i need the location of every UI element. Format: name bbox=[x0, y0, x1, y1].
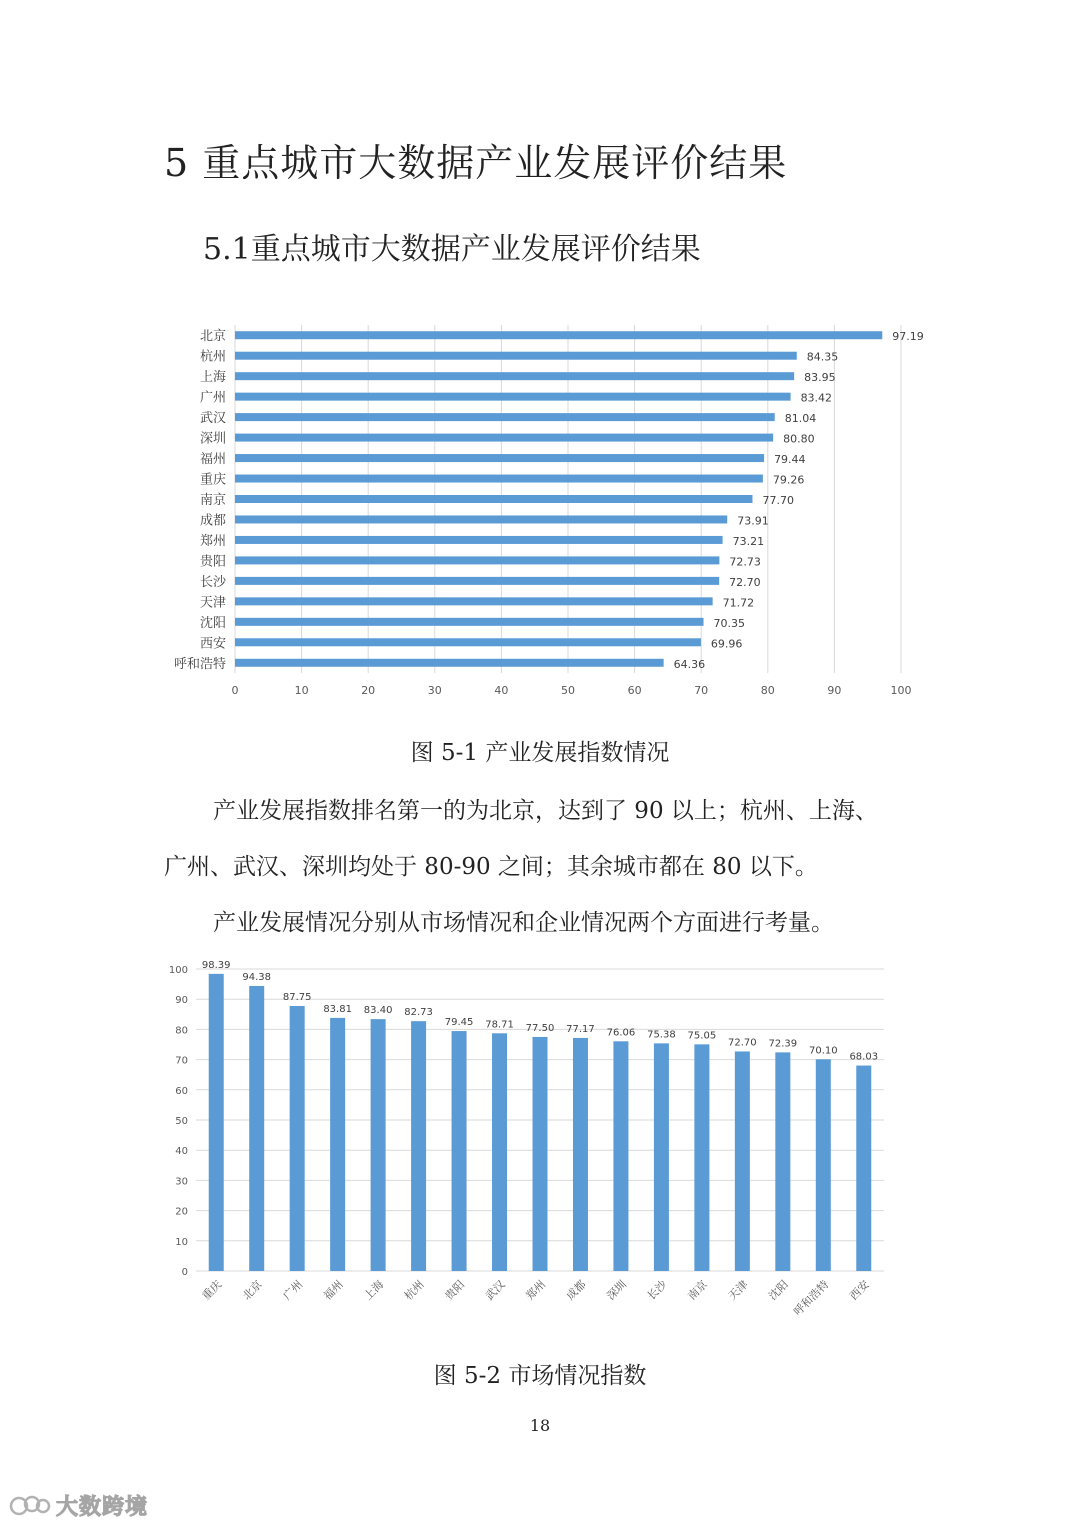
category-label: 西安 bbox=[847, 1277, 872, 1303]
category-label: 长沙 bbox=[644, 1277, 670, 1303]
bar bbox=[235, 515, 727, 523]
data-label: 77.50 bbox=[525, 1022, 555, 1034]
category-label: 杭州 bbox=[199, 349, 226, 365]
category-label: 深圳 bbox=[199, 431, 226, 447]
data-label: 75.05 bbox=[687, 1030, 717, 1042]
y-tick-label: 90 bbox=[175, 995, 188, 1007]
category-label: 成都 bbox=[199, 513, 226, 529]
category-label: 西安 bbox=[199, 636, 226, 652]
data-label: 78.71 bbox=[485, 1019, 514, 1031]
y-tick-label: 50 bbox=[175, 1116, 188, 1127]
data-label: 94.38 bbox=[242, 971, 272, 983]
data-label: 73.91 bbox=[737, 514, 769, 528]
bar bbox=[330, 1018, 345, 1271]
y-tick-label: 20 bbox=[175, 1206, 188, 1218]
page-number: 18 bbox=[529, 1416, 551, 1435]
category-label: 南京 bbox=[199, 493, 226, 508]
subsection-heading: 5.1重点城市大数据产业发展评价结果 bbox=[203, 232, 701, 267]
data-label: 75.38 bbox=[647, 1029, 676, 1041]
bar bbox=[533, 1037, 548, 1271]
data-label: 72.70 bbox=[729, 575, 761, 589]
bar bbox=[654, 1043, 669, 1271]
x-tick-label: 80 bbox=[760, 684, 775, 697]
bar bbox=[235, 495, 752, 503]
data-label: 79.44 bbox=[774, 453, 806, 467]
x-tick-label: 60 bbox=[627, 684, 642, 697]
market-index-chart bbox=[0, 950, 1080, 1350]
bar bbox=[816, 1059, 831, 1271]
category-label: 武汉 bbox=[482, 1277, 508, 1303]
data-label: 81.04 bbox=[784, 412, 817, 426]
bar bbox=[371, 1019, 386, 1271]
category-label: 沈阳 bbox=[199, 615, 226, 631]
watermark-text: 大数跨境 bbox=[56, 1495, 149, 1520]
bar bbox=[573, 1038, 588, 1271]
data-label: 69.96 bbox=[710, 637, 743, 651]
category-label: 贵阳 bbox=[199, 554, 226, 570]
x-tick-label: 30 bbox=[427, 684, 442, 697]
logo-icon bbox=[8, 1493, 52, 1519]
data-label: 87.75 bbox=[282, 991, 312, 1003]
data-label: 70.10 bbox=[808, 1045, 838, 1057]
bar bbox=[235, 659, 664, 667]
y-tick-label: 60 bbox=[175, 1085, 188, 1097]
industry-index-chart bbox=[0, 0, 1080, 720]
bar bbox=[775, 1052, 790, 1271]
bar bbox=[235, 331, 882, 339]
x-tick-label: 90 bbox=[827, 684, 842, 697]
category-label: 上海 bbox=[361, 1277, 387, 1303]
y-tick-label: 40 bbox=[175, 1146, 188, 1158]
category-label: 深圳 bbox=[604, 1277, 630, 1303]
x-tick-label: 40 bbox=[494, 684, 509, 697]
data-label: 83.95 bbox=[804, 371, 836, 385]
section-heading: 5 重点城市大数据产业发展评价结果 bbox=[164, 141, 788, 185]
bar bbox=[411, 1021, 426, 1271]
bar bbox=[235, 454, 764, 462]
category-label: 福州 bbox=[321, 1277, 346, 1303]
category-label: 武汉 bbox=[199, 411, 226, 427]
paragraph1-line1: 产业发展指数排名第一的为北京，达到了 90 以上；杭州、上海、 bbox=[213, 798, 878, 824]
x-tick-label: 100 bbox=[890, 684, 912, 697]
category-label: 上海 bbox=[199, 370, 226, 386]
y-tick-label: 0 bbox=[181, 1267, 188, 1278]
bar bbox=[235, 475, 763, 483]
category-label: 贵阳 bbox=[442, 1277, 468, 1303]
bar bbox=[856, 1066, 871, 1271]
category-label: 北京 bbox=[199, 329, 226, 345]
data-label: 64.36 bbox=[673, 657, 706, 671]
x-tick-label: 10 bbox=[294, 684, 309, 697]
category-label: 长沙 bbox=[199, 574, 226, 590]
y-tick-label: 100 bbox=[168, 965, 188, 976]
data-label: 71.72 bbox=[722, 596, 755, 610]
category-label: 天津 bbox=[725, 1277, 751, 1303]
bar bbox=[249, 986, 264, 1271]
data-label: 98.39 bbox=[201, 959, 231, 971]
y-tick-label: 70 bbox=[175, 1055, 188, 1067]
bar bbox=[235, 638, 701, 646]
data-label: 82.73 bbox=[404, 1007, 433, 1019]
bar bbox=[235, 536, 723, 544]
category-label: 沈阳 bbox=[766, 1277, 791, 1303]
category-label: 呼和浩特 bbox=[173, 656, 226, 672]
figure1-caption: 图 5-1 产业发展指数情况 bbox=[410, 740, 670, 766]
data-label: 73.21 bbox=[732, 534, 765, 548]
y-tick-label: 30 bbox=[175, 1176, 188, 1188]
x-tick-label: 70 bbox=[694, 684, 709, 697]
category-label: 重庆 bbox=[199, 1277, 225, 1303]
data-label: 84.35 bbox=[806, 350, 839, 364]
bar bbox=[235, 393, 791, 401]
bar bbox=[235, 577, 719, 585]
bar bbox=[235, 434, 773, 442]
category-label: 杭州 bbox=[401, 1277, 427, 1303]
y-tick-label: 80 bbox=[175, 1025, 188, 1037]
category-label: 呼和浩特 bbox=[791, 1277, 832, 1319]
bar bbox=[492, 1033, 507, 1271]
category-label: 成都 bbox=[563, 1277, 589, 1303]
category-label: 北京 bbox=[240, 1277, 265, 1303]
watermark bbox=[8, 1490, 148, 1521]
data-label: 72.39 bbox=[768, 1038, 798, 1050]
bar bbox=[735, 1051, 750, 1271]
category-label: 重庆 bbox=[199, 472, 226, 488]
bar bbox=[235, 597, 713, 605]
bar bbox=[209, 974, 224, 1271]
bar bbox=[452, 1031, 467, 1271]
data-label: 83.40 bbox=[363, 1005, 393, 1017]
data-label: 72.73 bbox=[729, 555, 761, 569]
x-tick-label: 50 bbox=[561, 684, 575, 697]
data-label: 70.35 bbox=[713, 616, 746, 630]
bar bbox=[235, 352, 797, 360]
x-tick-label: 20 bbox=[361, 684, 376, 697]
paragraph1-line2: 广州、武汉、深圳均处于 80-90 之间；其余城市都在 80 以下。 bbox=[164, 854, 818, 880]
category-label: 广州 bbox=[280, 1277, 306, 1303]
category-label: 郑州 bbox=[199, 533, 226, 549]
bar bbox=[235, 618, 704, 626]
paragraph2: 产业发展情况分别从市场情况和企业情况两个方面进行考量。 bbox=[213, 910, 834, 936]
data-label: 80.80 bbox=[783, 432, 815, 446]
data-label: 68.03 bbox=[849, 1051, 879, 1063]
bar bbox=[235, 413, 775, 421]
bar bbox=[290, 1006, 305, 1271]
data-label: 72.70 bbox=[728, 1037, 757, 1049]
bar bbox=[694, 1044, 709, 1271]
data-label: 77.70 bbox=[762, 494, 794, 507]
category-label: 南京 bbox=[685, 1277, 711, 1303]
bar bbox=[235, 372, 794, 380]
bar bbox=[235, 556, 719, 564]
data-label: 79.26 bbox=[772, 473, 805, 487]
category-label: 福州 bbox=[199, 452, 226, 468]
bar bbox=[613, 1041, 628, 1271]
figure2-caption: 图 5-2 市场情况指数 bbox=[433, 1363, 647, 1389]
data-label: 83.42 bbox=[800, 391, 833, 405]
category-label: 天津 bbox=[199, 595, 226, 611]
data-label: 83.81 bbox=[323, 1003, 352, 1015]
data-label: 97.19 bbox=[892, 330, 924, 344]
category-label: 广州 bbox=[199, 390, 226, 406]
x-tick-label: 0 bbox=[231, 684, 239, 697]
category-label: 郑州 bbox=[523, 1277, 549, 1303]
y-tick-label: 10 bbox=[175, 1236, 188, 1248]
data-label: 76.06 bbox=[606, 1027, 636, 1039]
data-label: 79.45 bbox=[444, 1017, 474, 1029]
data-label: 77.17 bbox=[566, 1023, 595, 1035]
